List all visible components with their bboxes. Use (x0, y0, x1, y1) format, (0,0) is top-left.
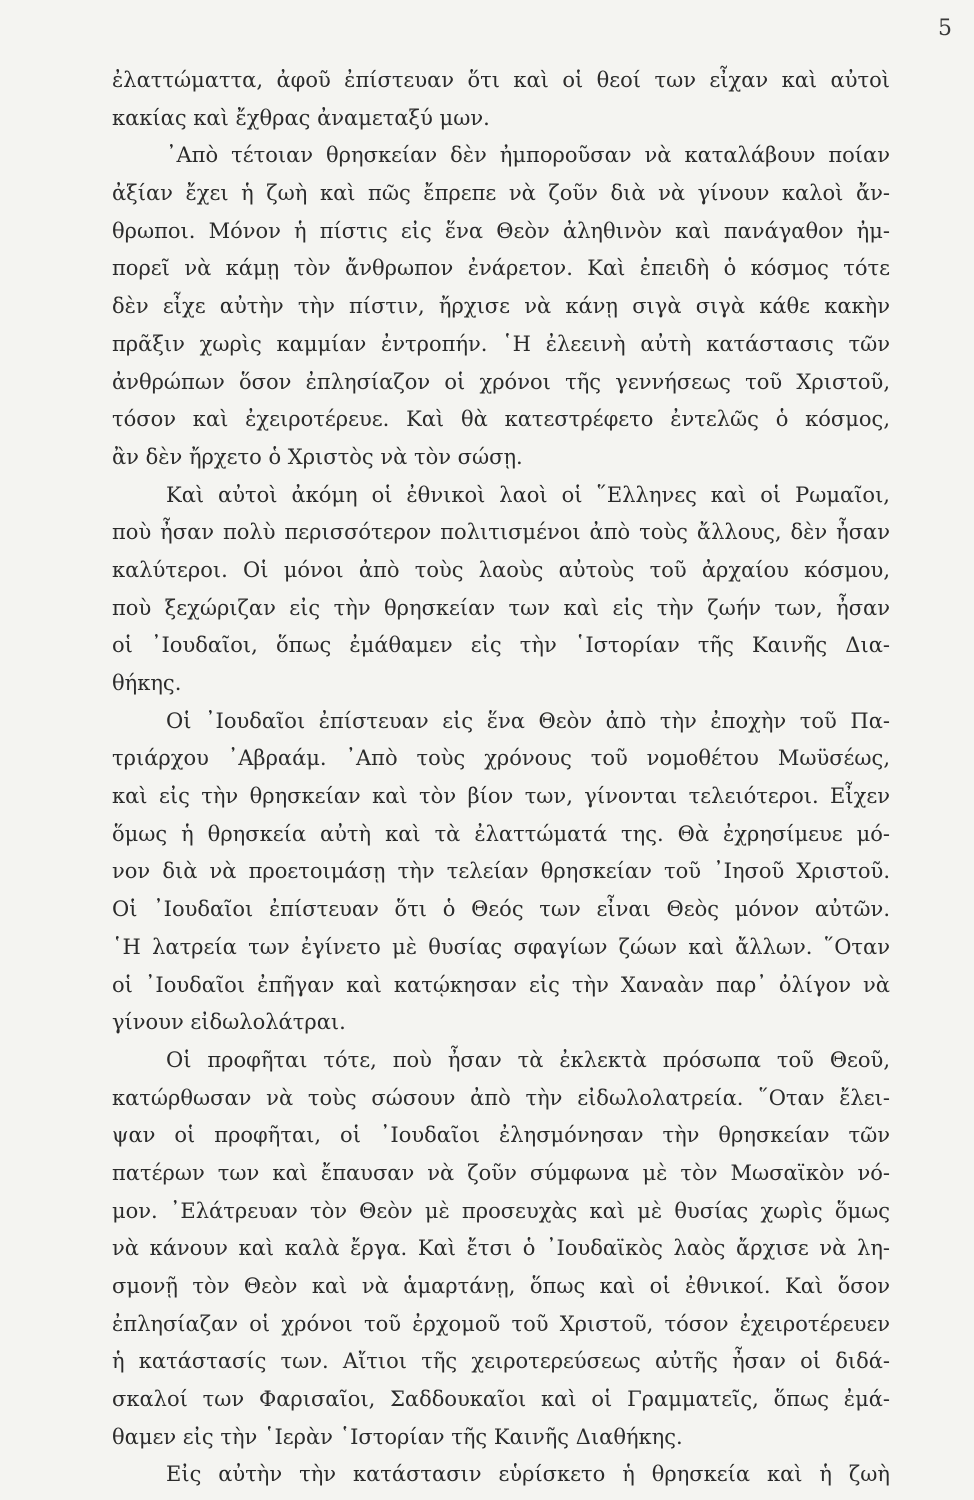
text-line: θαμεν εἰς τὴν ῾Ιερὰν ῾Ιστορίαν τῆς Καινῆς Διαθήκης. (112, 1424, 683, 1449)
text-line: σμονῇ τὸν Θεὸν καὶ νὰ ἁμαρτάνῃ, ὅπως καὶ οἱ ἐθνικοί. Καὶ ὅσον (112, 1274, 890, 1298)
text-line: ὅμως ἡ θρησκεία αὐτὴ καὶ τὰ ἐλαττώματά της. Θὰ ἐχρησίμευε μό- (112, 821, 890, 846)
text-line: οἱ ᾿Ιουδαῖοι ἐπῆγαν καὶ κατῴκησαν εἰς τὴν Χαναὰν παρ᾿ ὀλίγον νὰ (112, 972, 890, 997)
text-line: δὲν εἶχε αὐτὴν τὴν πίστιν, ἤρχισε νὰ κάνῃ σιγὰ σιγὰ κάθε κακὴν (112, 294, 890, 319)
text-line: γίνουν εἰδωλολάτραι. (112, 1010, 346, 1035)
text-line: καὶ εἰς τὴν θρησκείαν καὶ τὸν βίον των, γίνονται τελειότεροι. Εἶχεν (112, 784, 890, 809)
text-line: πορεῖ νὰ κάμῃ τὸν ἄνθρωπον ἐνάρετον. Καὶ ἐπειδὴ ὁ κόσμος τότε (112, 256, 890, 281)
text-line: Οἱ ᾿Ιουδαῖοι ἐπίστευαν εἰς ἕνα Θεὸν ἀπὸ τὴν ἐποχὴν τοῦ Πα- (166, 708, 890, 733)
text-line: ἡ κατάστασίς των. Αἴτιοι τῆς χειροτερεύσεως αὐτῆς ἦσαν οἱ διδά- (112, 1349, 890, 1374)
text-line: Οἱ ᾿Ιουδαῖοι ἐπίστευαν ὅτι ὁ Θεός των εἶναι Θεὸς μόνον αὐτῶν. (112, 897, 890, 922)
text-line: ἐλαττώματτα, ἀφοῦ ἐπίστευαν ὅτι καὶ οἱ θεοί των εἶχαν καὶ αὐτοὶ (112, 68, 890, 92)
text-line: ποὺ ξεχώριζαν εἰς τὴν θρησκείαν των καὶ εἰς τὴν ζωήν των, ἦσαν (112, 595, 890, 620)
body-text (112, 62, 890, 1494)
text-line: κατώρθωσαν νὰ τοὺς σώσουν ἀπὸ τὴν εἰδωλολατρεία. ῞Οταν ἔλει- (112, 1085, 890, 1110)
text-line: κακίας καὶ ἔχθρας ἀναμεταξύ μων. (112, 105, 490, 130)
text-line: τόσον καὶ ἐχειροτέρευε. Καὶ θὰ κατεστρέφετο ἐντελῶς ὁ κόσμος, (112, 407, 890, 432)
text-line: νον διὰ νὰ προετοιμάσῃ τὴν τελείαν θρησκείαν τοῦ ᾿Ιησοῦ Χριστοῦ. (112, 859, 890, 884)
text-line: ἀνθρώπων ὅσον ἐπλησίαζον οἱ χρόνοι τῆς γεννήσεως τοῦ Χριστοῦ, (112, 369, 890, 394)
text-line: ἂν δὲν ἤρχετο ὁ Χριστὸς νὰ τὸν σώσῃ. (112, 444, 523, 469)
text-line: τριάρχου ᾿Αβραάμ. ᾿Απὸ τοὺς χρόνους τοῦ νομοθέτου Μωϋσέως, (112, 746, 890, 771)
text-line: ἐπλησίαζαν οἱ χρόνοι τοῦ ἐρχομοῦ τοῦ Χριστοῦ, τόσον ἐχειροτέρευεν (112, 1311, 890, 1336)
text-line: σκαλοί των Φαρισαῖοι, Σαδδουκαῖοι καὶ οἱ Γραμματεῖς, ὅπως ἐμά- (112, 1387, 890, 1412)
text-line: ᾿Απὸ τέτοιαν θρησκείαν δὲν ἠμποροῦσαν νὰ καταλάβουν ποίαν (166, 143, 890, 168)
page-number: 5 (938, 16, 952, 41)
text-line: ποὺ ἦσαν πολὺ περισσότερον πολιτισμένοι ἀπὸ τοὺς ἄλλους, δὲν ἦσαν (112, 520, 890, 545)
text-line: ῾Η λατρεία των ἐγίνετο μὲ θυσίας σφαγίων ζώων καὶ ἄλλων. ῞Οταν (112, 934, 890, 959)
text-line: θρωποι. Μόνον ἡ πίστις εἰς ἕνα Θεὸν ἀληθινὸν καὶ πανάγαθον ἠμ- (112, 218, 890, 243)
text-line: Εἰς αὐτὴν τὴν κατάστασιν εὑρίσκετο ἡ θρησκεία καὶ ἡ ζωὴ (166, 1462, 890, 1487)
text-line: θήκης. (112, 671, 182, 695)
text-line: πρᾶξιν χωρὶς καμμίαν ἐντροπήν. ῾Η ἐλεεινὴ αὐτὴ κατάστασις τῶν (112, 331, 890, 356)
text-line: ψαν οἱ προφῆται, οἱ ᾿Ιουδαῖοι ἐλησμόνησαν τὴν θρησκείαν τῶν (112, 1123, 890, 1148)
text-line: ἀξίαν ἔχει ἡ ζωὴ καὶ πῶς ἔπρεπε νὰ ζοῦν διὰ νὰ γίνουν καλοὶ ἄν- (112, 181, 890, 206)
text-line: νὰ κάνουν καὶ καλὰ ἔργα. Καὶ ἔτσι ὁ ᾿Ιουδαϊκὸς λαὸς ἄρχισε νὰ λη- (112, 1236, 890, 1261)
text-line: μον. ᾿Ελάτρευαν τὸν Θεὸν μὲ προσευχὰς καὶ μὲ θυσίας χωρὶς ὅμως (112, 1198, 890, 1223)
text-line: οἱ ᾿Ιουδαῖοι, ὅπως ἐμάθαμεν εἰς τὴν ῾Ιστορίαν τῆς Καινῆς Δια- (112, 633, 890, 658)
text-line: καλύτεροι. Οἱ μόνοι ἀπὸ τοὺς λαοὺς αὐτοὺς τοῦ ἀρχαίου κόσμου, (112, 557, 890, 582)
text-line: Καὶ αὐτοὶ ἀκόμη οἱ ἐθνικοὶ λαοὶ οἱ ῞Ελληνες καὶ οἱ Ρωμαῖοι, (166, 482, 890, 507)
text-line: πατέρων των καὶ ἔπαυσαν νὰ ζοῦν σύμφωνα μὲ τὸν Μωσαϊκὸν νό- (112, 1160, 890, 1185)
text-line: Οἱ προφῆται τότε, ποὺ ἦσαν τὰ ἐκλεκτὰ πρόσωπα τοῦ Θεοῦ, (166, 1047, 890, 1072)
